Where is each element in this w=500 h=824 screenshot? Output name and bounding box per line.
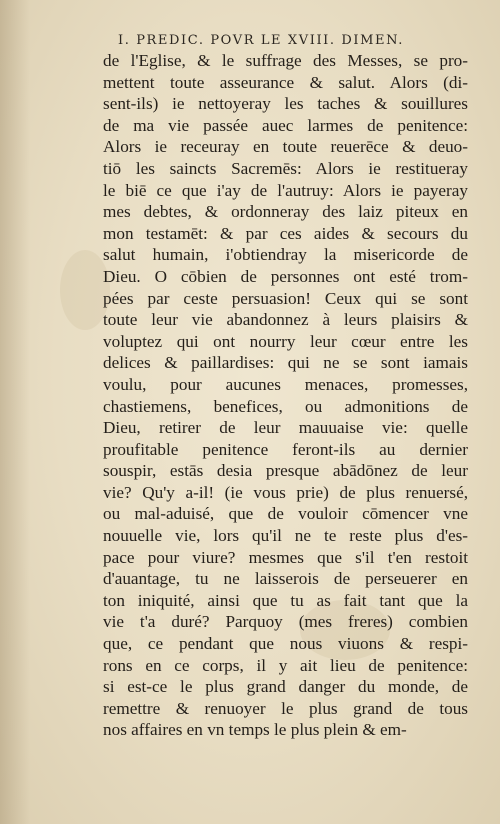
text-line: chastiemens, benefices, ou admonitions de <box>103 396 468 416</box>
text-line: Dieu. O cōbien de personnes ont esté trom- <box>103 266 468 286</box>
text-line: rons en ce corps, il y ait lieu de penitence: <box>103 655 468 675</box>
text-line: Dieu, retirer de leur mauuaise vie: quelle <box>103 418 468 438</box>
gutter-shadow <box>0 0 30 824</box>
text-line: sent-ils) ie nettoyeray les taches & souillures <box>103 94 468 114</box>
text-line: de l'Eglise, & le suffrage des Messes, se pro- <box>103 51 468 70</box>
text-line: mes debtes, & ordonneray des laiz piteux en <box>103 202 468 222</box>
text-line: delices & paillardises: qui ne se sont iamais <box>103 353 468 373</box>
text-line: voulu, pour aucunes menaces, promesses, <box>103 374 468 394</box>
text-line: le biē ce que i'ay de l'autruy: Alors ie payeray <box>103 180 468 200</box>
running-header: I. PREDIC. POVR LE XVIII. DIMEN. <box>118 33 405 48</box>
text-line: tiō les saincts Sacremēs: Alors ie restitueray <box>103 158 468 178</box>
text-line: proufitable penitence feront-ils au dernier <box>103 439 468 459</box>
text-line: pées par ceste persuasion! Ceux qui se sont <box>103 288 468 308</box>
text-line: voluptez qui ont nourry leur cœur entre les <box>103 331 468 351</box>
text-line: vie t'a duré? Parquoy (mes freres) combien <box>103 612 468 632</box>
text-line: nouuelle vie, lors qu'il ne te reste plus d'es- <box>103 526 468 546</box>
text-line: ton iniquité, ainsi que tu as fait tant que la <box>103 590 468 610</box>
text-line: pace pour viure? mesmes que s'il t'en restoit <box>103 547 468 567</box>
text-line: Alors ie receuray en toute reuerēce & deuo- <box>103 137 468 157</box>
text-line: de ma vie passée auec larmes de penitence: <box>103 115 468 135</box>
text-line: remettre & renuoyer le plus grand de tous <box>103 698 468 718</box>
text-line: nos affaires en vn temps le plus plein & em- <box>103 720 407 740</box>
text-line: que, ce pendant que nous viuons & respi- <box>103 634 468 654</box>
text-line: mettent toute asseurance & salut. Alors (di- <box>103 72 468 92</box>
text-line: toute leur vie abandonnez à leurs plaisirs & <box>103 310 468 330</box>
text-line: salut humain, i'obtiendray la misericorde de <box>103 245 468 265</box>
text-line: mon testamēt: & par ces aides & secours du <box>103 223 468 243</box>
text-line: si est-ce le plus grand danger du monde, de <box>103 677 468 697</box>
body-text <box>103 50 468 741</box>
text-line: souspir, estās desia presque abādōnez de leur <box>103 461 468 481</box>
text-line: vie? Qu'y a-il! (ie vous prie) de plus renuersé, <box>103 482 468 502</box>
text-line: ou mal-aduisé, que de vouloir cōmencer vne <box>103 504 468 524</box>
text-line: d'auantage, tu ne laisserois de perseuerer en <box>103 569 468 589</box>
